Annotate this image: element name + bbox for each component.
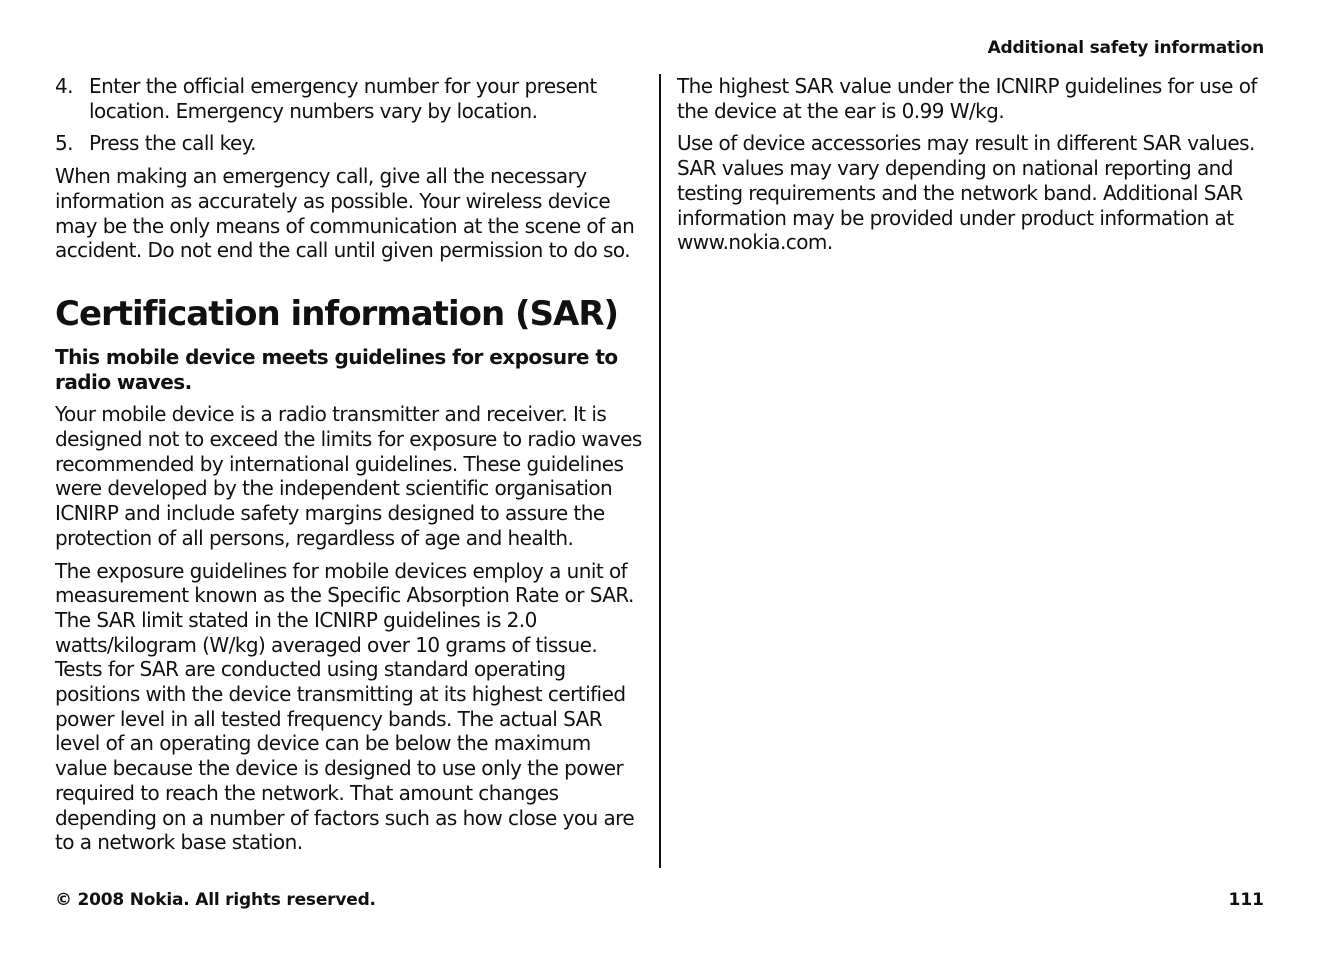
emergency-call-paragraph: When making an emergency call, give all the necessary information as accurately as possible. Your wireless device may be the only means of communication at the scene of an accident. Do not end the call until given permission to do so. <box>55 164 635 263</box>
left-column <box>55 74 647 863</box>
step-number: 4. <box>55 74 73 98</box>
body-paragraph-transmitter: Your mobile device is a radio transmitter and receiver. It is designed not to exceed the limits for exposure to radio waves recommended by international guidelines. These guidelines were developed by the independent scientific organisation ICNIRP and include safety margins designed to assure the protection of all persons, regardless of age and health. <box>55 402 642 550</box>
lead-paragraph: This mobile device meets guidelines for exposure to radio waves. <box>55 344 618 394</box>
step-text: Enter the official emergency number for your present location. Emergency numbers vary by location. <box>89 74 597 123</box>
right-column <box>677 74 1269 263</box>
numbered-step-5 <box>55 131 647 156</box>
page-number: 111 <box>1228 890 1264 910</box>
step-text: Press the call key. <box>89 131 256 156</box>
step-number: 5. <box>55 131 73 156</box>
body-paragraph-accessories: Use of device accessories may result in different SAR values. SAR values may vary depending on national reporting and testing requirements and the network band. Additional SAR information may be provided under product information at www.nokia.com. <box>677 131 1255 255</box>
body-paragraph-sar-definition: The exposure guidelines for mobile devices employ a unit of measurement known as the Specific Absorption Rate or SAR. The SAR limit stated in the ICNIRP guidelines is 2.0 watts/kilogram (W/kg) averaged over 10 grams of tissue. Tests for SAR are conducted using standard operating positions with the device transmitting at its highest certified power level in all tested frequency bands. The actual SAR level of an operating device can be below the maximum value because the device is designed to use only the power required to reach the network. That amount changes depending on a number of factors such as how close you are to a network base station. <box>55 558 635 855</box>
copyright-notice: © 2008 Nokia. All rights reserved. <box>55 890 376 910</box>
section-heading: Certification information (SAR) <box>55 293 619 334</box>
numbered-step-4 <box>55 74 647 123</box>
column-divider <box>659 74 661 868</box>
body-paragraph-highest-sar: The highest SAR value under the ICNIRP guidelines for use of the device at the ear is 0.99 W/kg. <box>677 74 1257 123</box>
running-header: Additional safety information <box>987 38 1264 58</box>
